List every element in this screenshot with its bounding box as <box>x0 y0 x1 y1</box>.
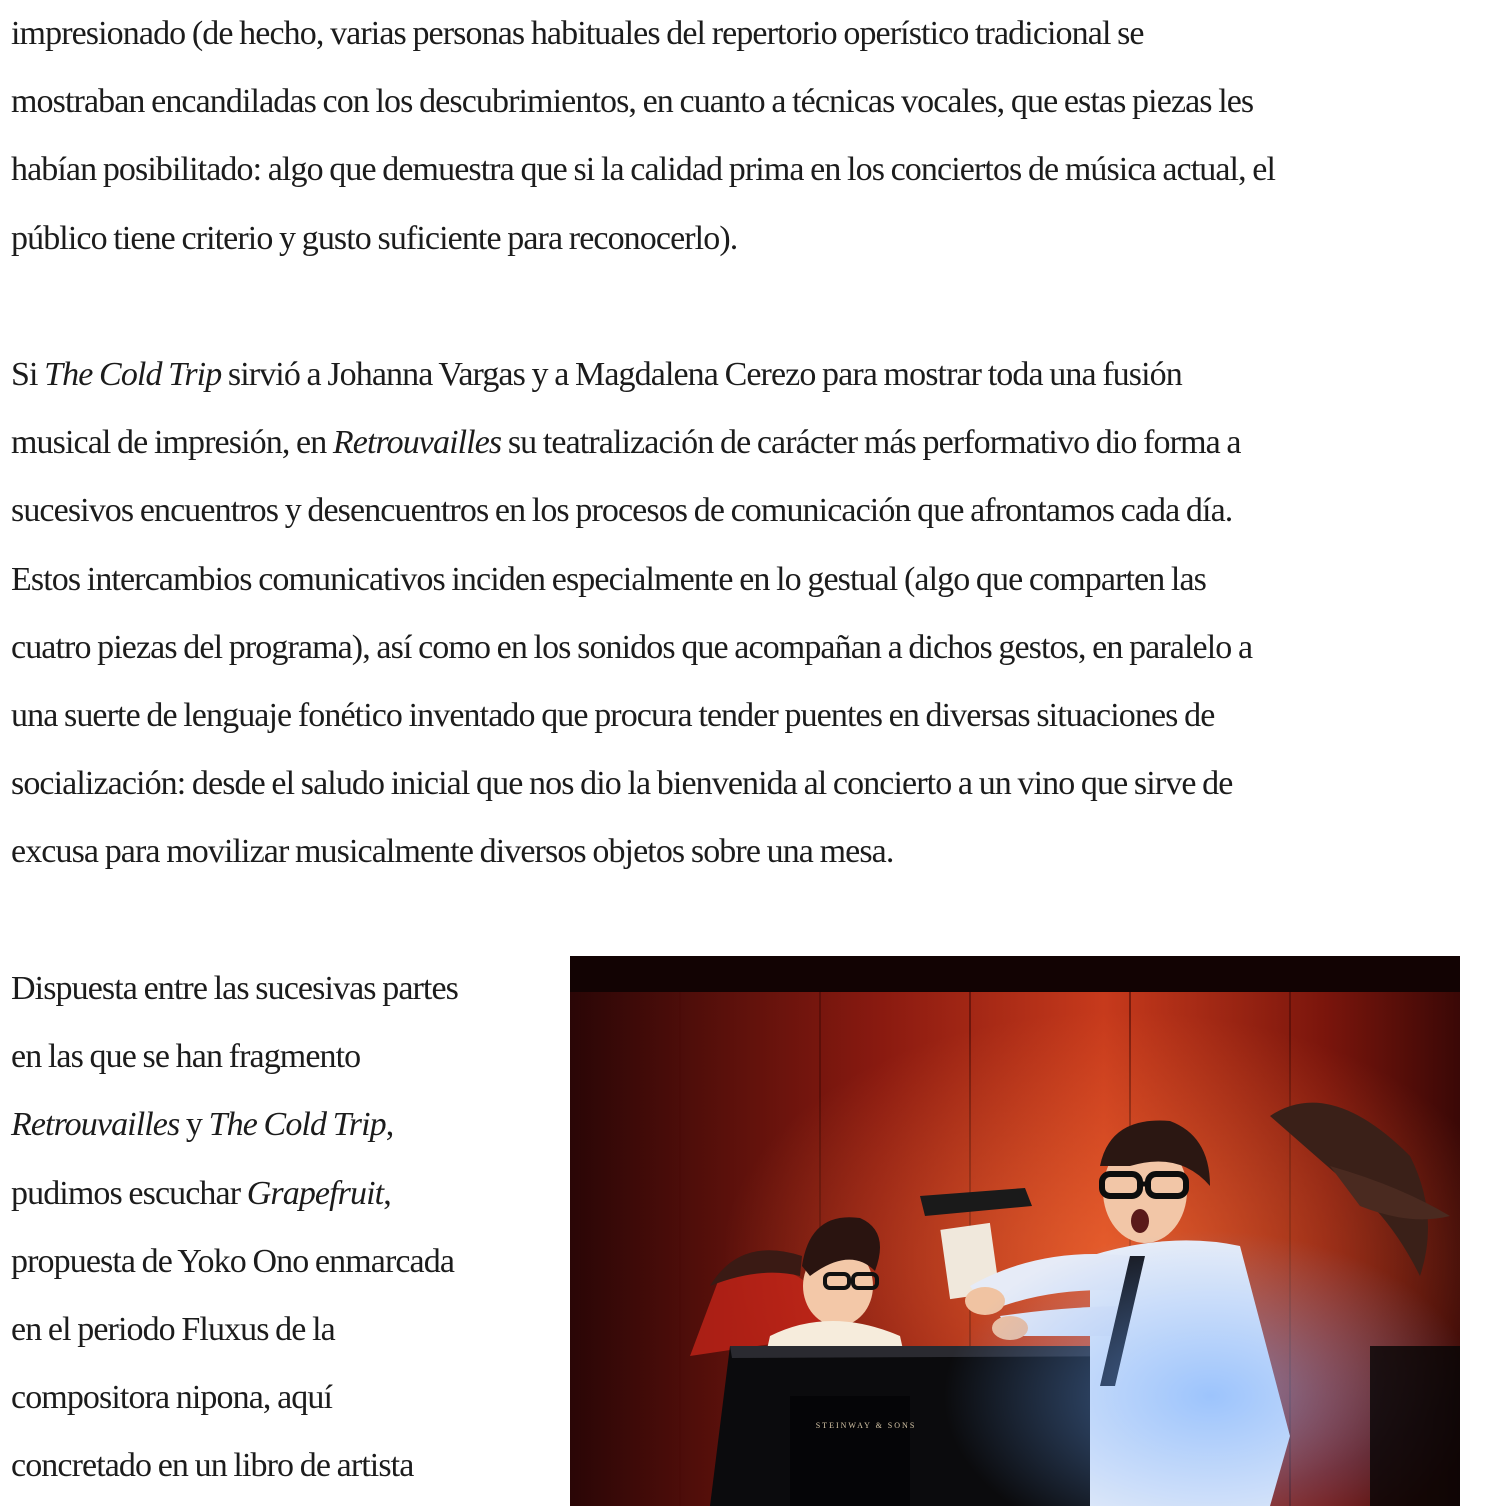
text-line: público tiene criterio y gusto suficiente para reconocerlo). <box>11 219 738 257</box>
work-title-grapefruit: Grapefruit <box>246 1174 384 1212</box>
concert-photo <box>570 956 1460 1506</box>
text-line: en las que se han fragmento <box>11 1038 361 1076</box>
text-line <box>11 1091 556 1159</box>
text-line: Estos intercambios comunicativos inciden especialmente en lo gestual (algo que comparten las <box>11 560 1206 598</box>
work-title-the-cold-trip: The Cold Trip <box>44 356 222 393</box>
text-line: excusa para movilizar musicalmente diversos objetos sobre una mesa. <box>11 833 894 871</box>
concert-photo-illustration <box>570 956 1460 1506</box>
text-line: cuatro piezas del programa), así como en los sonidos que acompañan a dichos gestos, en paralelo a <box>11 628 1253 666</box>
text-run: , <box>383 1174 391 1212</box>
text-line <box>11 409 1461 477</box>
text-line: socialización: desde el saludo inicial que nos dio la bienvenida al concierto a un vino que sirve de <box>11 765 1233 803</box>
text-line: concretado en un libro de artista <box>11 1447 414 1485</box>
work-title-retrouvailles: Retrouvailles <box>11 1106 180 1144</box>
text-line: en el periodo Fluxus de la <box>11 1311 335 1349</box>
text-line: mostraban encandiladas con los descubrimientos, en cuanto a técnicas vocales, que estas piezas les <box>11 83 1254 121</box>
paragraph-retrouvailles <box>11 341 1461 887</box>
work-title-the-cold-trip: The Cold Trip <box>208 1106 386 1144</box>
text-line: una suerte de lenguaje fonético inventado que procura tender puentes en diversas situaciones de <box>11 697 1215 735</box>
text-run: sirvió a Johanna Vargas y a Magdalena Cerezo para mostrar toda una fusión <box>221 356 1182 393</box>
text-line: Dispuesta entre las sucesivas partes <box>11 970 459 1007</box>
text-run: musical de impresión, en <box>11 424 333 462</box>
text-line <box>11 1160 556 1228</box>
text-line: propuesta de Yoko Ono enmarcada <box>11 1242 455 1280</box>
text-run: pudimos escuchar <box>11 1174 247 1212</box>
paragraph-opera-audience <box>11 0 1461 273</box>
text-run: su teatralización de carácter más performativo dio forma a <box>501 424 1241 462</box>
work-title-retrouvailles: Retrouvailles <box>332 424 502 462</box>
text-run: , <box>385 1106 394 1144</box>
paragraph-grapefruit <box>11 955 556 1501</box>
text-line: compositora nipona, aquí <box>11 1379 333 1417</box>
text-line: impresionado (de hecho, varias personas habituales del repertorio operístico tradicional se <box>11 15 1144 52</box>
text-line: habían posibilitado: algo que demuestra que si la calidad prima en los conciertos de música actual, el <box>11 151 1276 189</box>
text-run: Si <box>11 356 45 393</box>
text-line <box>11 341 1461 409</box>
text-line: sucesivos encuentros y desencuentros en los procesos de comunicación que afrontamos cada día. <box>11 492 1233 530</box>
text-run: y <box>179 1106 209 1144</box>
